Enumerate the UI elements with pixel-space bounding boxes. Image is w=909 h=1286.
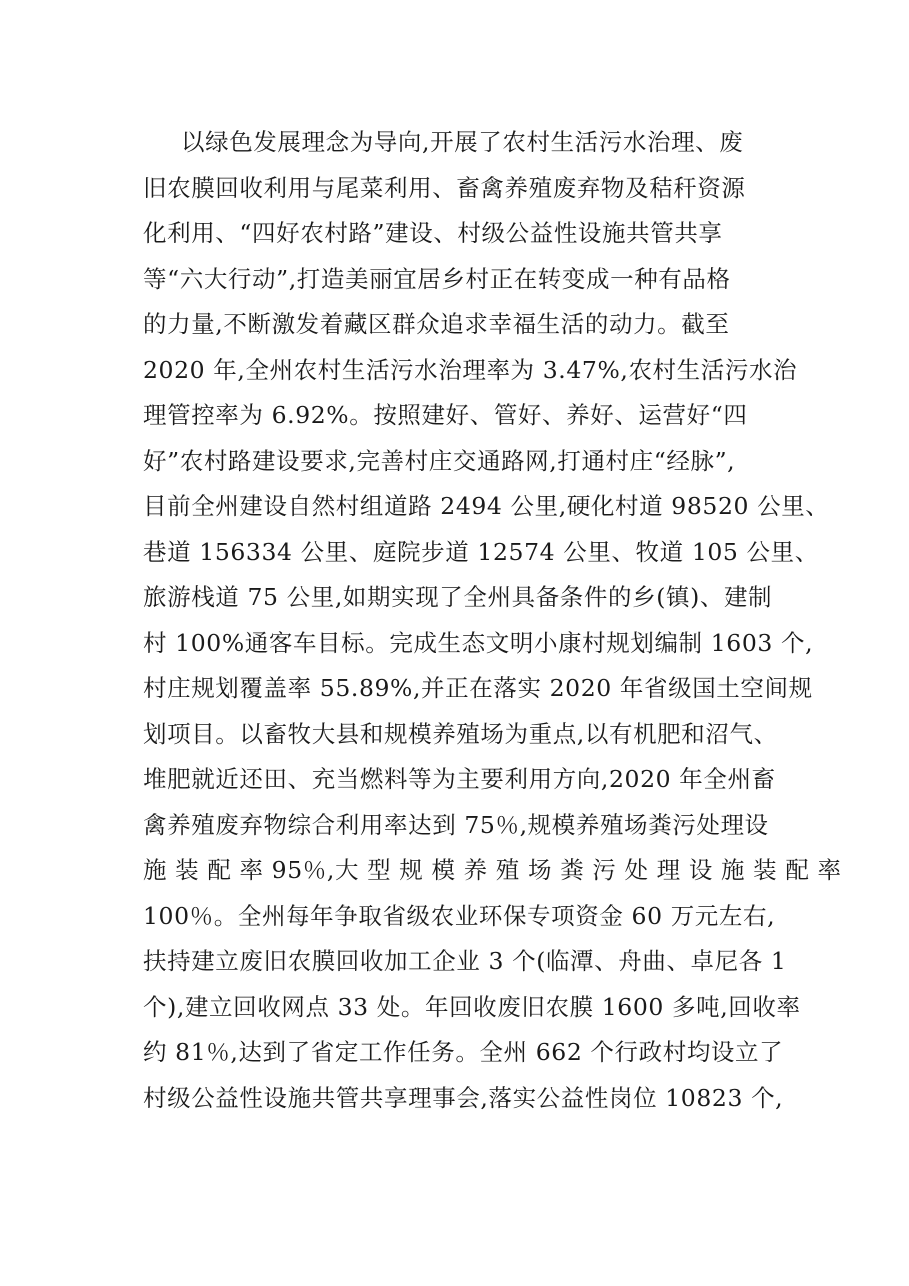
paragraph-line: 划项目。以畜牧大县和规模养殖场为重点,以有机肥和沼气、 (143, 719, 778, 748)
paragraph-line: 100％。全州每年争取省级农业环保专项资金 60 万元左右, (143, 901, 776, 930)
paragraph-line: 目前全州建设自然村组道路 2494 公里,硬化村道 98520 公里、 (143, 492, 830, 520)
paragraph-line: 化利用、“四好农村路”建设、村级公益性设施共管共享 (143, 219, 723, 247)
paragraph-line: 理管控率为 6.92%。按照建好、管好、养好、运营好“四 (143, 401, 748, 429)
paragraph-line: 村级公益性设施共管共享理事会,落实公益性岗位 10823 个, (143, 1083, 784, 1112)
paragraph-line: 2020 年,全州农村生活污水治理率为 3.47%,农村生活污水治 (143, 355, 798, 384)
paragraph-line: 施 装 配 率 95％,大 型 规 模 养 殖 场 粪 污 处 理 设 施 装 配 率 (143, 856, 842, 884)
body-paragraph (143, 120, 842, 1121)
paragraph-line: 禽养殖废弃物综合利用率达到 75％,规模养殖场粪污处理设 (143, 810, 769, 839)
paragraph-line: 个),建立回收网点 33 处。年回收废旧农膜 1600 多吨,回收率 (143, 992, 801, 1021)
paragraph-line: 扶持建立废旧农膜回收加工企业 3 个(临潭、舟曲、卓尼各 1 (143, 947, 787, 975)
paragraph-line: 等“六大行动”,打造美丽宜居乡村正在转变成一种有品格 (143, 264, 731, 293)
paragraph-line: 的力量,不断激发着藏区群众追求幸福生活的动力。截至 (143, 310, 730, 338)
paragraph-line: 旅游栈道 75 公里,如期实现了全州具备条件的乡(镇)、建制 (143, 583, 773, 611)
paragraph-line: 村庄规划覆盖率 55.89%,并正在落实 2020 年省级国土空间规 (143, 674, 813, 702)
paragraph-line: 好”农村路建设要求,完善村庄交通路网,打通村庄“经脉”, (143, 446, 736, 475)
paragraph-line: 旧农膜回收利用与尾菜利用、畜禽养殖废弃物及秸秆资源 (143, 173, 746, 202)
paragraph-line: 巷道 156334 公里、庭院步道 12574 公里、牧道 105 公里、 (143, 537, 819, 566)
paragraph-line: 村 100%通客车目标。完成生态文明小康村规划编制 1603 个, (143, 628, 814, 657)
paragraph-line: 堆肥就近还田、充当燃料等为主要利用方向,2020 年全州畜 (143, 765, 776, 793)
paragraph-line: 约 81％,达到了省定工作任务。全州 662 个行政村均设立了 (143, 1038, 784, 1066)
paragraph-line: 以绿色发展理念为导向,开展了农村生活污水治理、废 (181, 128, 744, 156)
